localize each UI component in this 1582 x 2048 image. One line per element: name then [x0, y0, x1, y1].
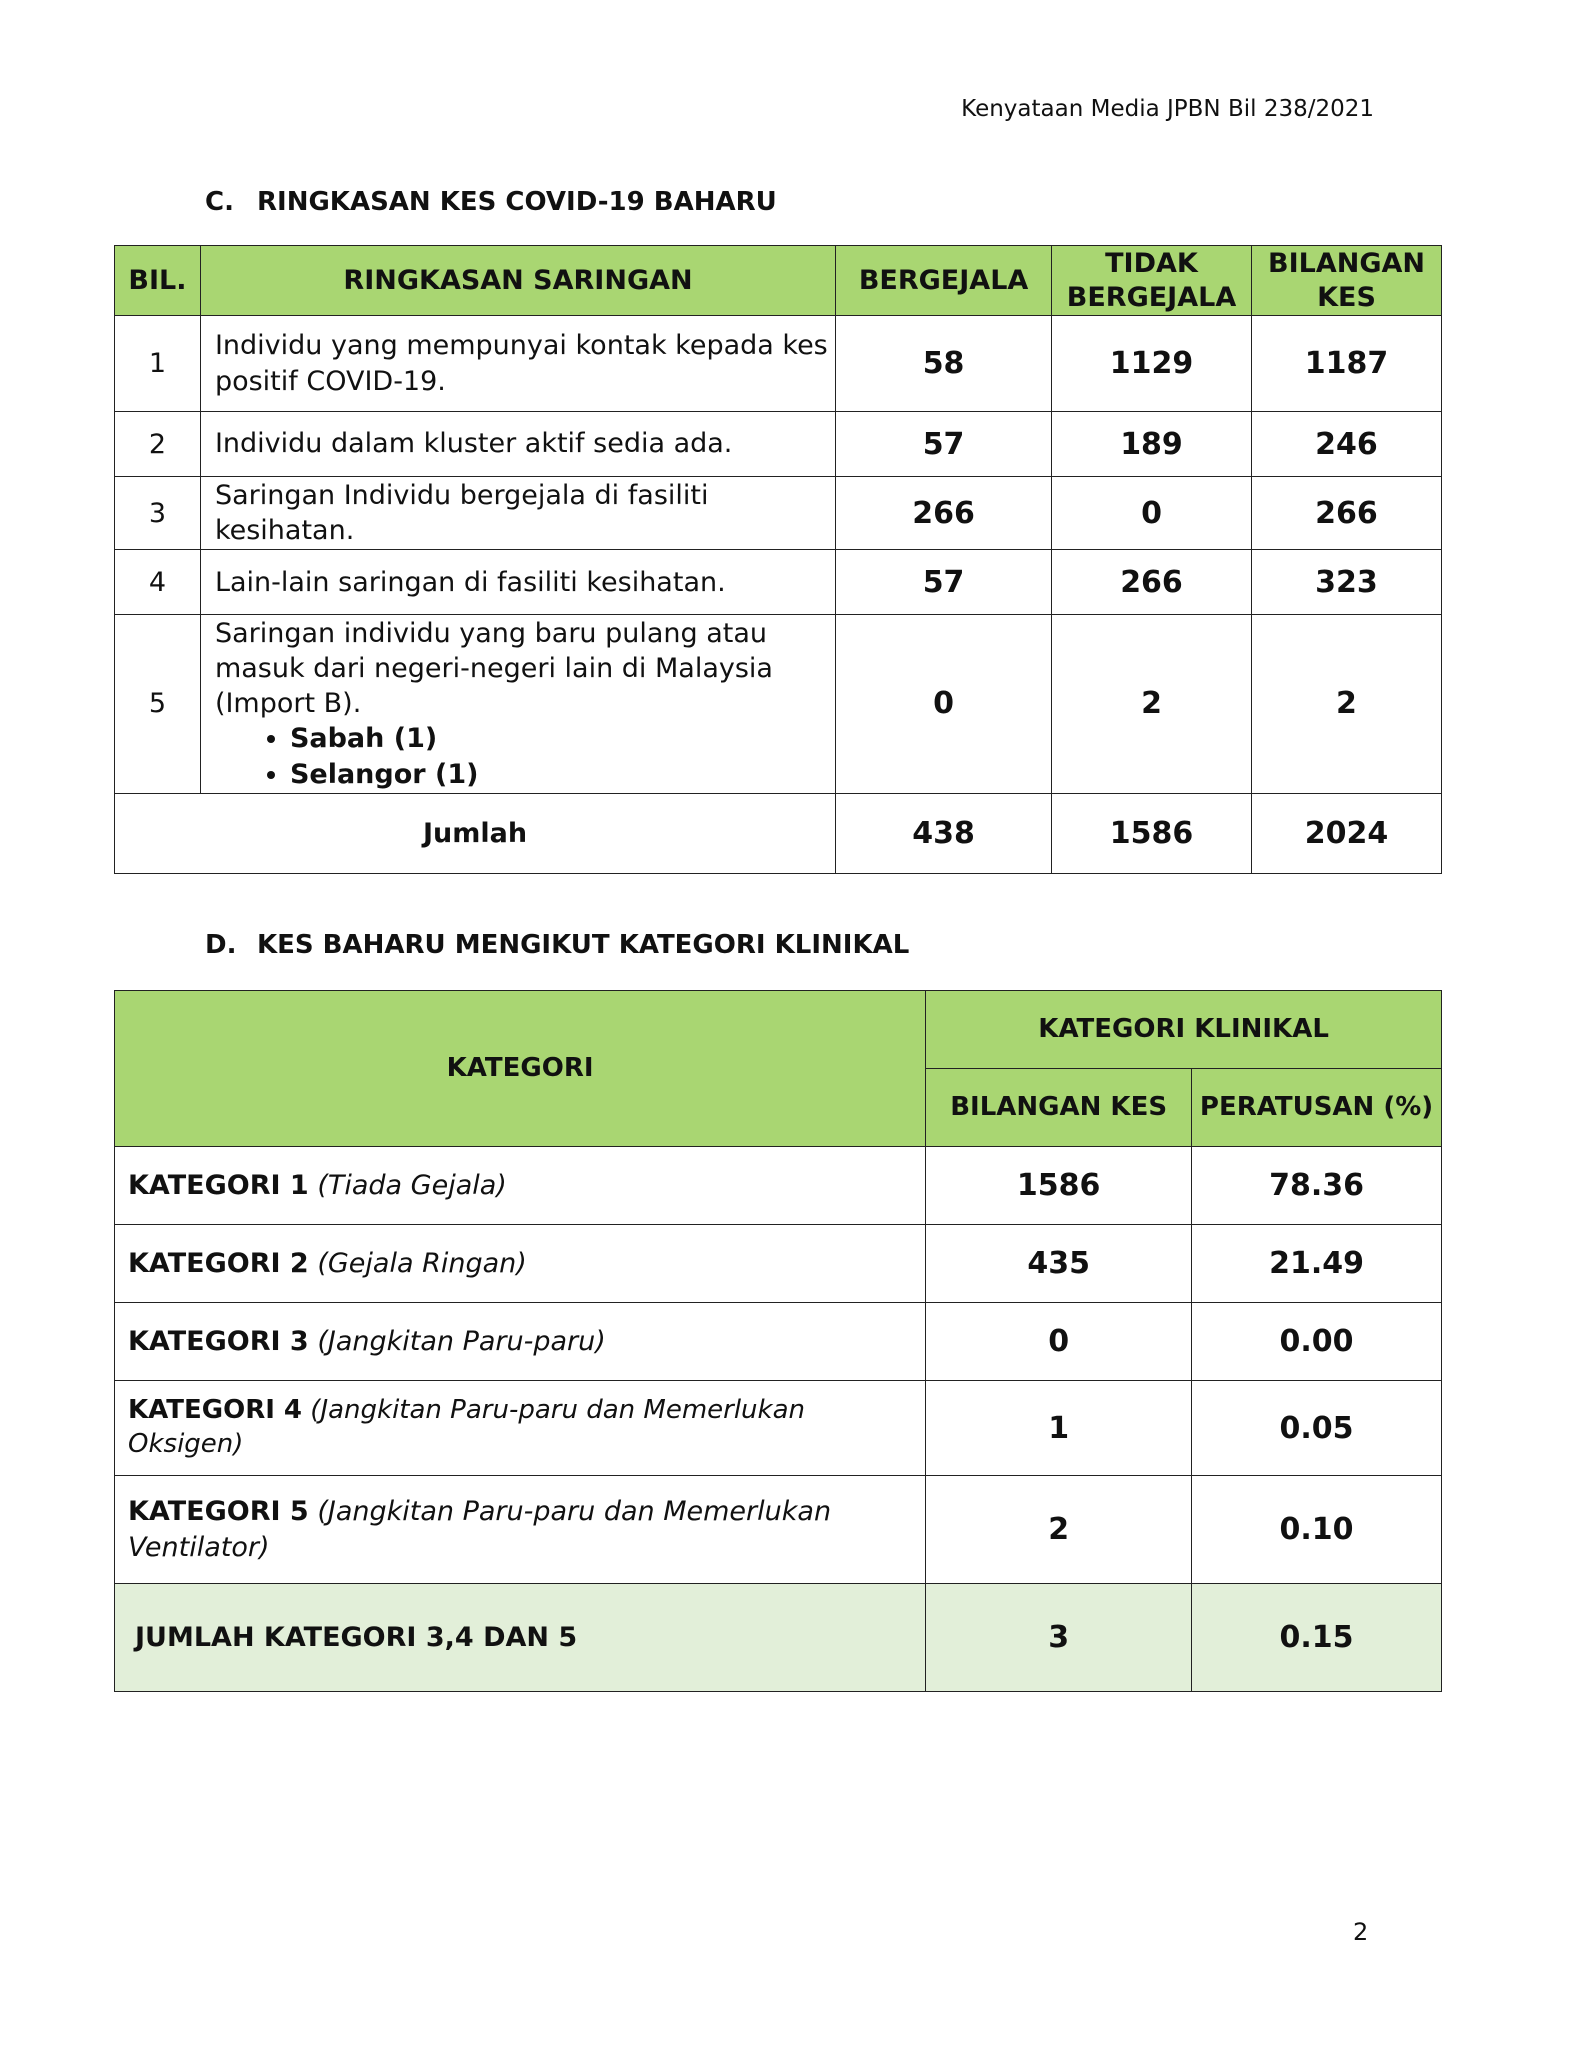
- row-bilangan-kes: 246: [1251, 412, 1441, 477]
- row-bil: 4: [115, 550, 201, 615]
- category-cell: [115, 1303, 926, 1381]
- total-row: [115, 793, 1442, 873]
- row-tidak-bergejala: 0: [1052, 477, 1252, 550]
- row-tidak-bergejala: 189: [1052, 412, 1252, 477]
- row-tidak-bergejala: 1129: [1052, 316, 1252, 412]
- row-desc: Individu yang mempunyai kontak kepada kes positif COVID-19.: [200, 316, 835, 412]
- page-number: 2: [1353, 1918, 1369, 1946]
- category-cell: [115, 1381, 926, 1476]
- col-bil-header: BIL.: [115, 246, 201, 316]
- row-desc-cell: [200, 615, 835, 793]
- list-item: • Selangor (1): [290, 757, 834, 792]
- state-list: [215, 721, 834, 791]
- table-row: [115, 615, 1442, 793]
- category-name: KATEGORI 3: [128, 1325, 309, 1357]
- category-name: KATEGORI 2: [128, 1247, 309, 1279]
- category-bilangan: 0: [926, 1303, 1192, 1381]
- category-desc: (Jangkitan Paru-paru dan Memerlukan Ventilator): [128, 1496, 832, 1563]
- category-desc: (Gejala Ringan): [317, 1247, 527, 1279]
- category-peratusan: 21.49: [1192, 1225, 1442, 1303]
- table-row: [115, 316, 1442, 412]
- list-item: • Sabah (1): [290, 721, 834, 756]
- total-peratusan: 0.15: [1192, 1584, 1442, 1692]
- table-row: [115, 550, 1442, 615]
- section-d-heading: KES BAHARU MENGIKUT KATEGORI KLINIKAL: [257, 930, 910, 960]
- row-desc: Saringan individu yang baru pulang atau masuk dari negeri-negeri lain di Malaysia (Import B).: [214, 618, 773, 720]
- section-d-letter: D.: [205, 930, 237, 960]
- category-cell: [115, 1147, 926, 1225]
- total-bilangan: 3: [926, 1584, 1192, 1692]
- table-row: [115, 1303, 1442, 1381]
- total-bilangan-kes: 2024: [1251, 793, 1441, 873]
- col-kategori-klinikal-header: KATEGORI KLINIKAL: [926, 991, 1442, 1069]
- row-bergejala: 266: [836, 477, 1052, 550]
- category-bilangan: 435: [926, 1225, 1192, 1303]
- row-bergejala: 0: [836, 615, 1052, 793]
- category-name: KATEGORI 4: [128, 1395, 303, 1426]
- row-bilangan-kes: 2: [1251, 615, 1441, 793]
- table-row: [115, 477, 1442, 550]
- table-row: [115, 1147, 1442, 1225]
- section-c-title: [205, 187, 777, 217]
- col-kategori-header: KATEGORI: [115, 991, 926, 1147]
- row-bergejala: 58: [836, 316, 1052, 412]
- row-tidak-bergejala: 266: [1052, 550, 1252, 615]
- document-reference: Kenyataan Media JPBN Bil 238/2021: [961, 96, 1374, 122]
- row-bilangan-kes: 266: [1251, 477, 1441, 550]
- total-label: JUMLAH KATEGORI 3,4 DAN 5: [115, 1584, 926, 1692]
- col-peratusan-header: PERATUSAN (%): [1192, 1069, 1442, 1147]
- table-row: [115, 1476, 1442, 1584]
- category-bilangan: 1: [926, 1381, 1192, 1476]
- row-bil: 1: [115, 316, 201, 412]
- category-bilangan: 2: [926, 1476, 1192, 1584]
- row-bil: 3: [115, 477, 201, 550]
- row-bergejala: 57: [836, 550, 1052, 615]
- row-desc: Individu dalam kluster aktif sedia ada.: [200, 412, 835, 477]
- section-c-letter: C.: [205, 187, 234, 217]
- category-name: KATEGORI 1: [128, 1169, 309, 1201]
- row-bilangan-kes: 1187: [1251, 316, 1441, 412]
- row-bil: 2: [115, 412, 201, 477]
- table-row: [115, 1225, 1442, 1303]
- category-name: KATEGORI 5: [128, 1496, 309, 1528]
- category-cell: [115, 1225, 926, 1303]
- row-tidak-bergejala: 2: [1052, 615, 1252, 793]
- total-bergejala: 438: [836, 793, 1052, 873]
- total-row: [115, 1584, 1442, 1692]
- row-desc: Lain-lain saringan di fasiliti kesihatan.: [200, 550, 835, 615]
- total-label: Jumlah: [115, 793, 836, 873]
- col-bergejala-header: BERGEJALA: [836, 246, 1052, 316]
- col-bilangan-kes-header: BILANGAN KES: [1251, 246, 1441, 316]
- col-bilangan-kes-header: BILANGAN KES: [926, 1069, 1192, 1147]
- clinical-header-row: [115, 991, 1442, 1069]
- category-bilangan: 1586: [926, 1147, 1192, 1225]
- row-bil: 5: [115, 615, 201, 793]
- row-bilangan-kes: 323: [1251, 550, 1441, 615]
- category-desc: (Tiada Gejala): [317, 1169, 507, 1201]
- col-ringkasan-header: RINGKASAN SARINGAN: [200, 246, 835, 316]
- total-tidak-bergejala: 1586: [1052, 793, 1252, 873]
- category-peratusan: 78.36: [1192, 1147, 1442, 1225]
- clinical-category-table: [114, 990, 1442, 1692]
- row-desc: Saringan Individu bergejala di fasiliti kesihatan.: [200, 477, 835, 550]
- category-peratusan: 0.10: [1192, 1476, 1442, 1584]
- summary-header-row: [115, 246, 1442, 316]
- section-c-heading: RINGKASAN KES COVID-19 BAHARU: [257, 187, 777, 217]
- table-row: [115, 1381, 1442, 1476]
- category-peratusan: 0.00: [1192, 1303, 1442, 1381]
- section-d-title: [205, 930, 909, 960]
- table-row: [115, 412, 1442, 477]
- category-peratusan: 0.05: [1192, 1381, 1442, 1476]
- summary-table: [114, 245, 1442, 874]
- row-bergejala: 57: [836, 412, 1052, 477]
- category-desc: (Jangkitan Paru-paru dan Memerlukan Oksigen): [128, 1395, 805, 1459]
- col-tidak-bergejala-header: TIDAK BERGEJALA: [1052, 246, 1252, 316]
- category-desc: (Jangkitan Paru-paru): [317, 1325, 606, 1357]
- category-cell: [115, 1476, 926, 1584]
